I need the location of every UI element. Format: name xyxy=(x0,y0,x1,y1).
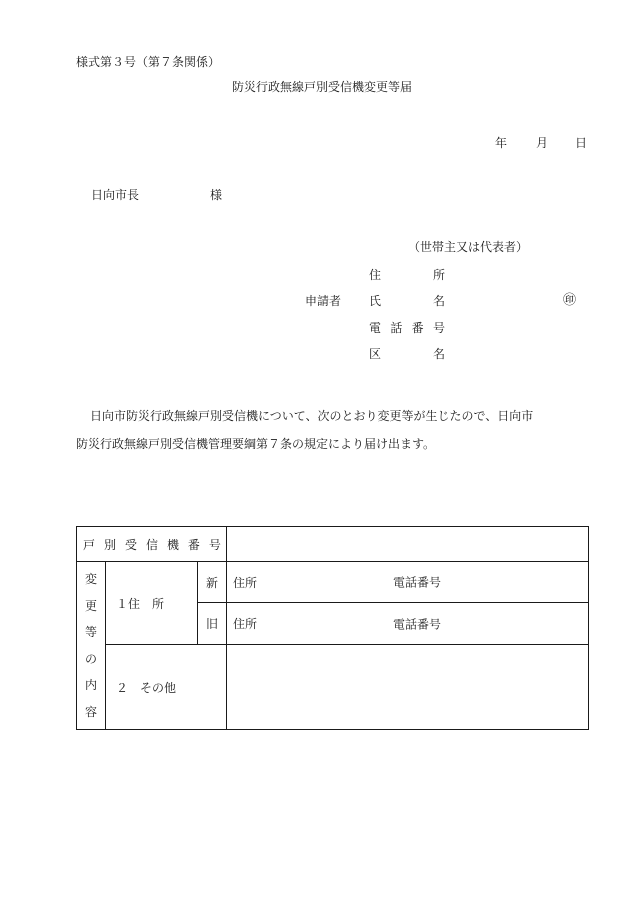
new-address-label: 住所 xyxy=(233,575,258,590)
label-char: 電 xyxy=(369,321,382,335)
new-address-field[interactable] xyxy=(227,562,589,603)
label-char: 話 xyxy=(390,321,403,335)
receiver-number-label xyxy=(77,527,227,562)
label-char: 氏 xyxy=(369,294,382,308)
label-char: 所 xyxy=(432,268,445,282)
item-other-label: ２ その他 xyxy=(106,645,227,730)
label-char: 等 xyxy=(84,625,97,639)
label-char: 内 xyxy=(84,678,97,692)
old-phone-label: 電話番号 xyxy=(393,617,442,632)
label-char: 更 xyxy=(84,598,97,613)
old-address-label: 住所 xyxy=(233,617,258,632)
new-label: 新 xyxy=(198,562,227,603)
document-title: 防災行政無線戸別受信機変更等届 xyxy=(232,80,413,94)
label-char: 番 xyxy=(411,321,424,335)
new-phone-label: 電話番号 xyxy=(393,575,442,590)
applicant-label: 申請者 xyxy=(305,294,342,308)
label-char: 区 xyxy=(369,347,382,361)
household-head-note: （世帯主又は代表者） xyxy=(408,240,529,254)
addressee-honorific: 様 xyxy=(210,188,223,202)
label-char: 番 xyxy=(187,537,200,552)
label-char: 機 xyxy=(166,537,179,552)
change-content-label xyxy=(77,562,106,730)
applicant-address-label xyxy=(369,269,445,281)
notification-body xyxy=(76,402,591,458)
label-char: 号 xyxy=(208,537,221,552)
receiver-number-field[interactable] xyxy=(227,527,589,562)
label-char: 名 xyxy=(432,347,445,361)
label-char: 容 xyxy=(84,704,97,719)
body-line-1: 日向市防災行政無線戸別受信機について、次のとおり変更等が生じたので、日向市 xyxy=(90,409,534,423)
label-char: 受 xyxy=(124,537,137,552)
label-char: 変 xyxy=(84,572,97,586)
label-char: 戸 xyxy=(83,537,96,552)
old-address-field[interactable] xyxy=(227,603,589,645)
applicant-phone-label xyxy=(369,322,445,334)
old-label: 旧 xyxy=(198,603,227,645)
label-char: 別 xyxy=(103,537,116,552)
applicant-district-label xyxy=(369,348,445,360)
body-line-2: 防災行政無線戸別受信機管理要綱第７条の規定により届け出ます。 xyxy=(76,437,436,451)
form-number: 様式第３号（第７条関係） xyxy=(76,55,221,69)
label-char: 信 xyxy=(145,537,158,552)
date-year-label: 年 xyxy=(495,136,508,150)
addressee-name: 日向市長 xyxy=(91,188,140,202)
seal-mark: ㊞ xyxy=(563,293,577,308)
item-address-label: １住 所 xyxy=(106,562,198,645)
other-details-field[interactable] xyxy=(227,645,589,730)
label-char: の xyxy=(84,651,97,666)
applicant-name-label xyxy=(369,295,445,307)
label-char: 住 xyxy=(369,268,382,282)
label-char: 名 xyxy=(432,294,445,308)
label-char: 号 xyxy=(432,321,445,335)
date-month-label: 月 xyxy=(536,136,549,150)
date-day-label: 日 xyxy=(575,136,588,150)
change-details-table xyxy=(76,526,589,730)
